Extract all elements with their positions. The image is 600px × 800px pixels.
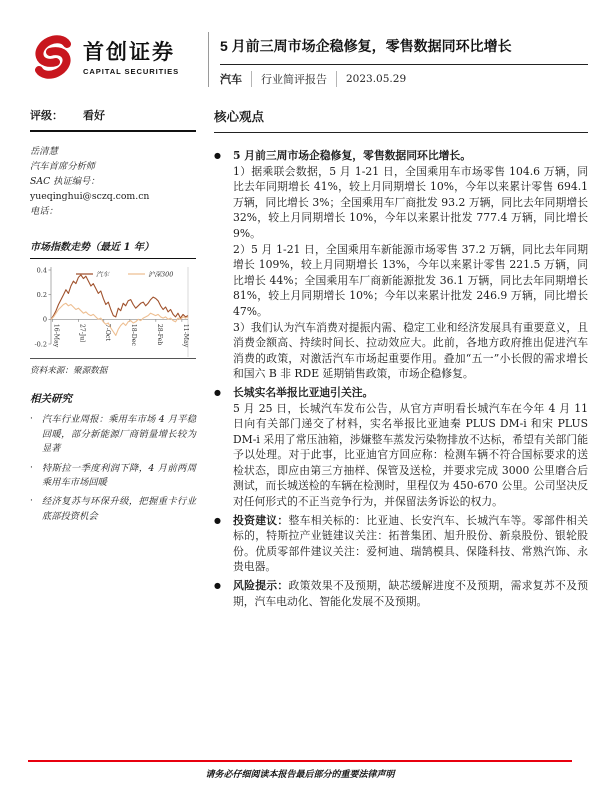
svg-text:16-May: 16-May xyxy=(52,324,60,348)
logo-name-en: CAPITAL SECURITIES xyxy=(83,66,180,76)
bullet-icon: ● xyxy=(214,387,221,397)
svg-text:7-Oct: 7-Oct xyxy=(104,324,112,342)
bullet-icon: ● xyxy=(214,581,221,591)
svg-text:0: 0 xyxy=(42,316,47,325)
meta-industry: 汽车 xyxy=(220,74,242,86)
analyst-phone-label: 电话： xyxy=(30,205,58,217)
report-meta xyxy=(220,71,588,87)
related-item xyxy=(30,495,196,524)
bullet-body xyxy=(233,148,588,382)
bullet-body xyxy=(233,578,588,609)
svg-text:汽车: 汽车 xyxy=(96,270,109,279)
list-bullet-icon: · xyxy=(30,414,33,425)
bullet-icon: ● xyxy=(214,151,221,160)
analyst-sac-label: SAC 执证编号： xyxy=(30,175,100,187)
bullet-item xyxy=(214,578,588,609)
svg-text:沪深300: 沪深300 xyxy=(148,270,174,279)
chart-frame xyxy=(30,259,196,359)
meta-date: 2023.05.29 xyxy=(346,73,407,85)
logo-swirl-icon xyxy=(30,35,76,83)
rating-label: 评级： xyxy=(30,110,63,122)
rating-value: 看好 xyxy=(83,110,105,122)
list-bullet-icon: · xyxy=(30,496,33,507)
core-bullets xyxy=(214,148,588,609)
chart-title: 市场指数走势（最近 1 年） xyxy=(30,238,196,259)
bullet-paragraph: 风险提示：政策效果不及预期，缺芯缓解进度不及预期，需求复苏不及预期，汽车电动化、智能化发展不及预期。 xyxy=(233,579,589,608)
chart-source-note: 资料来源：聚源数据 xyxy=(30,366,108,377)
bullet-title: 长城实名举报比亚迪引关注。 xyxy=(233,385,374,399)
page-footer xyxy=(28,760,572,780)
bullet-paragraph: 3）我们认为汽车消费对提振内需、稳定工业和经济发展具有重要意义，且消费金额高、持续时间长、拉动效应大。此前，各地方政府推出促进汽车消费的政策，对激活汽车市场起重要作用。叠加“五一”小长假的需求增长和国六 B 非 RDE 延期销售政策，市场企稳修复。 xyxy=(233,320,588,381)
bullet-title: 投资建议： xyxy=(233,513,289,527)
related-item xyxy=(30,462,196,491)
bullet-body xyxy=(233,385,588,510)
title-rule xyxy=(220,64,588,65)
analyst-name: 岳清慧 xyxy=(30,146,58,157)
bullet-paragraph: 投资建议：整车相关标的：比亚迪、长安汽车、长城汽车等。零部件相关标的，特斯拉产业链建议关注：拓普集团、旭升股份、新泉股份、银轮股份。优质零部件建议关注：爱柯迪、瑞鹄模具、保隆科技、常熟汽饰、永贵电器。 xyxy=(233,513,589,574)
report-title: 5 月前三周市场企稳修复，零售数据同环比增长 xyxy=(220,38,512,54)
meta-report-type: 行业简评报告 xyxy=(251,71,337,87)
main-column xyxy=(214,107,588,612)
bullet-title: 5 月前三周市场企稳修复，零售数据同环比增长。 xyxy=(233,149,472,162)
bullet-title: 风险提示： xyxy=(233,579,289,593)
market-index-block xyxy=(30,238,196,376)
sidebar xyxy=(30,107,196,612)
related-item-text: 汽车行业周报：乘用车市场 4 月平稳回暖，部分新能源厂商销量增长较为显著 xyxy=(41,414,196,455)
bullet-body xyxy=(233,513,588,575)
company-logo xyxy=(30,30,198,87)
core-view-heading: 核心观点 xyxy=(214,107,588,133)
bullet-item xyxy=(214,148,588,382)
bullet-paragraph: 1）据乘联会数据，5 月 1-21 日，全国乘用车市场零售 104.6 万辆，同比去年同期增长 41%，较上月同期增长 10%，今年以来累计零售 694.1 万辆，同比增长 3%；全国乘用车厂商批发 93.2 万辆，同比去年同期增长 32%，较上月同期增长 10%，今年以来累计批发 777.4 万辆，同比增长 9%。 xyxy=(233,164,588,240)
related-research-title: 相关研究 xyxy=(30,393,72,406)
svg-text:11-May: 11-May xyxy=(182,324,190,348)
bullet-item xyxy=(214,513,588,575)
bullet-item xyxy=(214,385,588,510)
legal-disclaimer: 请务必仔细阅读本报告最后部分的重要法律声明 xyxy=(205,770,395,780)
related-list xyxy=(30,413,196,524)
analyst-info xyxy=(30,145,196,219)
header-vertical-divider xyxy=(208,32,209,87)
logo-text xyxy=(83,41,179,75)
related-item xyxy=(30,413,196,456)
svg-text:0.2: 0.2 xyxy=(36,291,47,300)
header-title-block xyxy=(220,30,588,87)
bullet-paragraph: 2）5 月 1-21 日，全国乘用车新能源市场零售 37.2 万辆，同比去年同期增长 109%，较上月同期增长 13%，今年以来累计零售 221.5 万辆，同比增长 44%；全国乘用车厂商新能源批发 36.1 万辆，同比去年同期增长 81%，较上月同期增长 10%；今年以来累计批发 246.9 万辆，同比增长 47%。 xyxy=(233,242,588,318)
svg-text:27-Jul: 27-Jul xyxy=(78,324,86,343)
related-item-text: 特斯拉一季度利润下降，4 月前两周乘用车市场回暖 xyxy=(41,462,196,488)
svg-text:28-Feb: 28-Feb xyxy=(156,324,164,346)
svg-text:18-Dec: 18-Dec xyxy=(130,324,138,347)
rating-row xyxy=(30,107,196,132)
related-item-text: 经济复苏与环保升级，把握重卡行业底部投资机会 xyxy=(41,496,196,522)
content-columns xyxy=(30,107,588,612)
analyst-email: yueqinghui@sczq.com.cn xyxy=(30,190,150,202)
bullet-paragraph: 5 月 25 日，长城汽车发布公告，从官方声明看长城汽车在今年 4 月 11 日向有关部门递交了材料，实名举报比亚迪秦 PLUS DM-i 和宋 PLUS DM-i 采用了常压油箱，涉嫌整车蒸发污染物排放不达标，希望有关部门能予以处理。对于此事，比亚迪官方回应称：检测车辆不符合国标要求的送检状态，即应由第三方抽样、保管及送检，并要求完成 3000 公里磨合后测试，而长城送检的车辆在检测时，里程仅为 450-670 公里。公司坚决反对任何形式的不正当竞争行为，并保留法务诉讼的权力。 xyxy=(233,401,588,509)
list-bullet-icon: · xyxy=(30,462,33,473)
bullet-icon: ● xyxy=(214,515,221,525)
market-index-chart xyxy=(30,262,196,358)
related-research xyxy=(30,391,196,524)
logo-name-cn: 首创证券 xyxy=(83,41,175,65)
report-header xyxy=(30,30,588,87)
svg-text:0.4: 0.4 xyxy=(36,266,47,275)
svg-text:-0.2: -0.2 xyxy=(34,340,47,349)
analyst-title: 汽车首席分析师 xyxy=(30,160,96,172)
